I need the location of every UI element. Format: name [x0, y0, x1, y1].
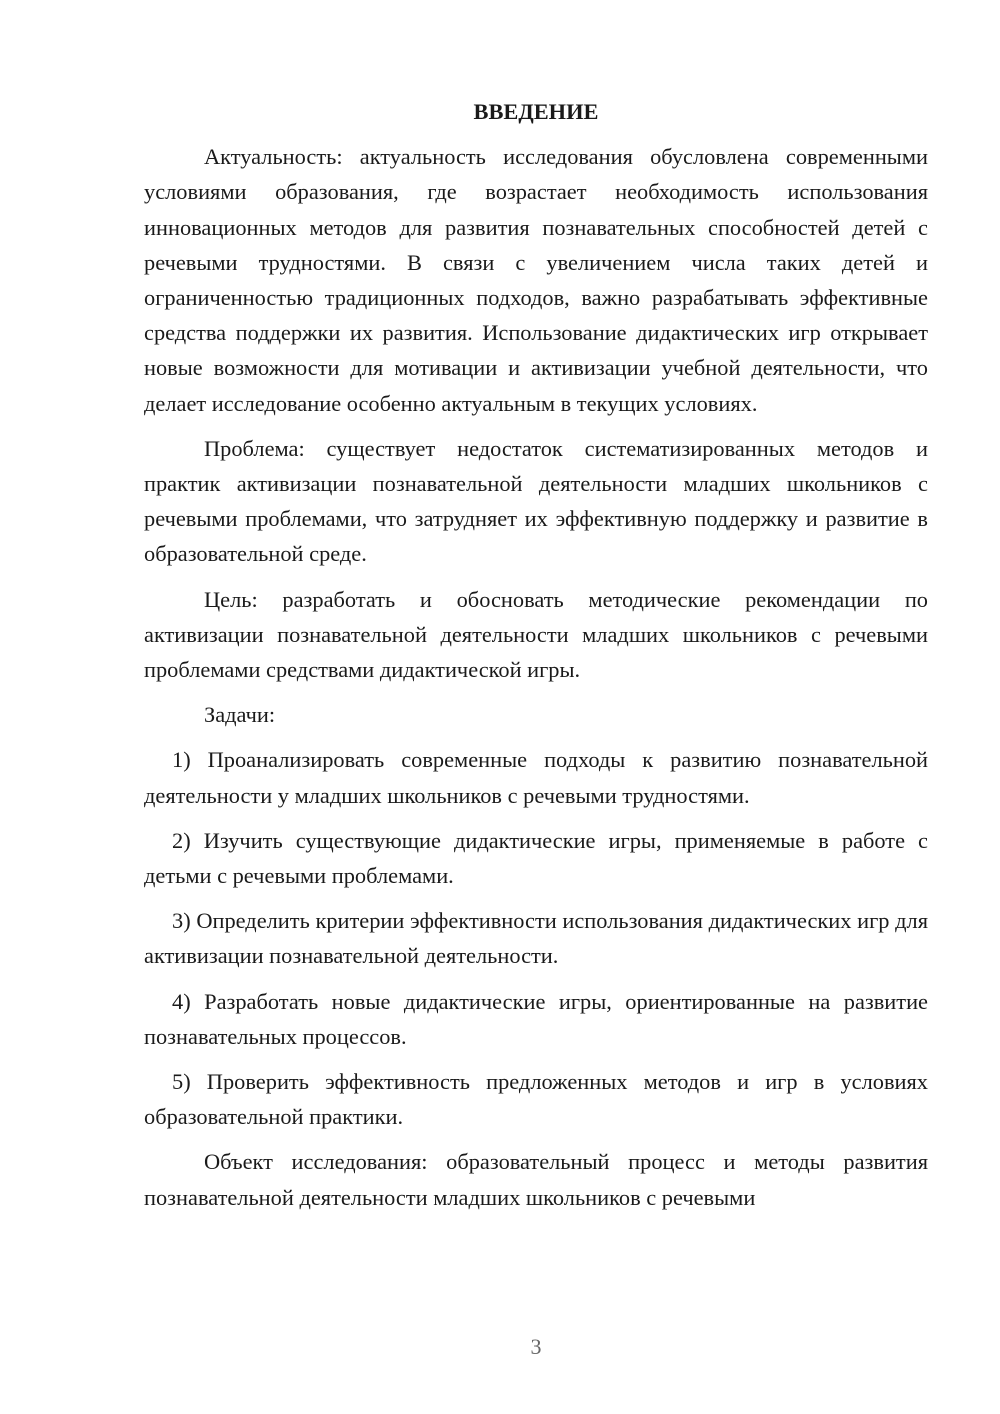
task-item: 4) Разработать новые дидактические игры, ориентированные на развитие познавательных процессов.: [144, 988, 928, 1049]
task-item: 1) Проанализировать современные подходы к развитию познавательной деятельности у младших школьников с речевыми трудностями.: [144, 747, 928, 808]
object-paragraph: Объект исследования: образовательный процесс и методы развития познавательной деятельности младших школьников с речевыми: [144, 1149, 928, 1210]
relevance-paragraph: Актуальность: актуальность исследования обусловлена современными условиями образования, где возрастает необходимость использования инновационных методов для развития познавательных способностей детей с речевыми трудностями. В связи с увеличением числа таких детей и ограниченностью традиционных подходов, важно разрабатывать эффективные средства поддержки их развития. Использование дидактических игр открывает новые возможности для мотивации и активизации учебной деятельности, что делает исследование особенно актуальным в текущих условиях.: [144, 144, 928, 416]
goal-paragraph: Цель: разработать и обосновать методические рекомендации по активизации познавательной деятельности младших школьников с речевыми проблемами средствами дидактической игры.: [144, 586, 928, 683]
task-item: 5) Проверить эффективность предложенных методов и игр в условиях образовательной практики.: [144, 1069, 928, 1130]
task-item: 2) Изучить существующие дидактические игры, применяемые в работе с детьми с речевыми проблемами.: [144, 827, 928, 889]
section-title: ВВЕДЕНИЕ: [473, 99, 599, 124]
problem-paragraph: Проблема: существует недостаток систематизированных методов и практик активизации познавательной деятельности младших школьников с речевыми проблемами, что затрудняет их эффективную поддержку и развитие в образовательной среде.: [144, 435, 928, 567]
tasks-heading: Задачи:: [204, 702, 276, 728]
document-body: [144, 94, 928, 1215]
page-number: 3: [530, 1334, 542, 1359]
task-item: 3) Определить критерии эффективности использования дидактических игр для активизации познавательной деятельности.: [144, 908, 928, 969]
